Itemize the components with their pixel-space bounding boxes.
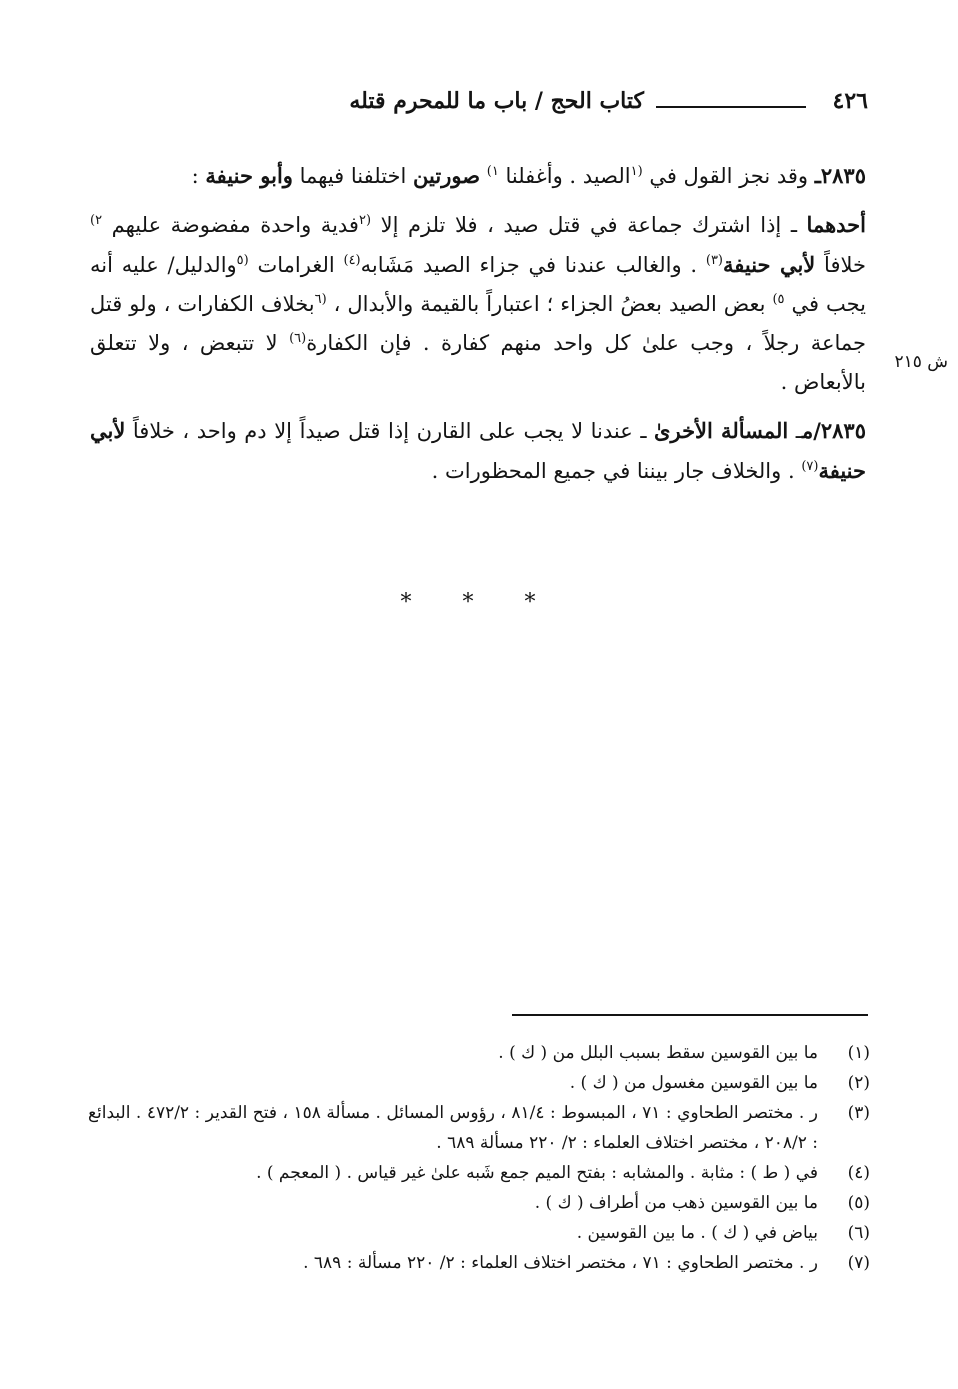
footnote-item (88, 1248, 870, 1278)
footnote-text: ر . مختصر الطحاوي : ٧١ ، مختصر اختلاف العلماء : ٢/ ٢٢٠ مسألة : ٦٨٩ . (303, 1253, 818, 1273)
running-header (92, 88, 868, 124)
lead-word: أحدهما (806, 212, 866, 237)
text-run: الغرامات (248, 253, 344, 277)
footnote-number: (٣) (847, 1103, 870, 1123)
footnote-marker: (٦) (289, 331, 307, 346)
footnote-marker: (٣) (705, 253, 723, 268)
footnote-rule (512, 1014, 868, 1016)
bold-phrase: صورتين (413, 163, 481, 188)
text-run: لا تتبعض ، ولا تتعلق بالأبعاض . (90, 331, 866, 394)
footnote-text: ر . مختصر الطحاوي : ٧١ ، المبسوط : ٨١/٤ ، رؤوس المسائل . مسألة ١٥٨ ، فتح القدير : ٤٧٢/٢ . البدائع : ٢٠٨/٢ ، مختصر اختلاف العلماء : ٢/ ٢٢٠ مسألة ٦٨٩ . (88, 1103, 818, 1153)
text-run: بعض الصيد بعضُ الجزاء ؛ اعتباراً بالقيمة والأبدال ، (326, 292, 773, 316)
text-run: . والغالب عندنا في جزاء الصيد مَشَابه (360, 253, 706, 277)
footnote-item (88, 1188, 870, 1218)
footnotes (88, 1038, 870, 1278)
bold-phrase: لأبي حنيفة (90, 418, 866, 483)
footnote-marker: (٥ (236, 253, 249, 268)
footnote-text: ما بين القوسين سقط بسبب البلل من ( ك ) . (498, 1043, 818, 1063)
footnote-number: (١) (847, 1043, 870, 1063)
paragraph-2835m (90, 411, 866, 491)
footnote-item (88, 1158, 870, 1188)
header-rule (656, 106, 806, 108)
footnote-item (88, 1098, 870, 1158)
margin-folio-note: ش ٢١٥ (894, 352, 948, 372)
footnote-marker: ١) (486, 164, 499, 179)
footnote-item (88, 1218, 870, 1248)
footnote-item (88, 1038, 870, 1068)
text-run: وقد نجز القول في (642, 164, 815, 188)
issue-number: ٢٨٣٥ـ (814, 163, 866, 188)
footnote-text: ما بين القوسين مغسول من ( ك ) . (569, 1073, 818, 1093)
footnote-marker: (٤) (343, 253, 361, 268)
footnote-text: ما بين القوسين ذهب من أطراف ( ك ) . (534, 1193, 818, 1213)
paragraph-2835 (90, 156, 866, 196)
footnote-text: بياض في ( ك ) . ما بين القوسين . (576, 1223, 818, 1243)
footnote-number: (٤) (847, 1163, 870, 1183)
text-run: ـ عندنا لا يجب على القارن إذا قتل صيداً إلا دم واحد ، خلافاً (125, 419, 655, 443)
footnote-marker: (٢ (358, 213, 372, 228)
text-run: : (191, 164, 206, 188)
text-run: بخلاف الكفارات ، ولو قتل جماعة رجلاً ، وجب علىٰ كل واحد منهم كفارة . فإن الكفارة (90, 292, 866, 355)
text-run: . والخلاف جار بيننا في جميع المحظورات . (431, 459, 802, 483)
footnote-number: (٢) (847, 1073, 870, 1093)
text-run: خلافاً (815, 253, 866, 277)
main-text (90, 156, 866, 500)
footnote-marker: (٦ (314, 292, 327, 307)
issue-number: ٢٨٣٥/م (801, 418, 866, 443)
paragraph-first-case (90, 205, 866, 402)
chapter-title: كتاب الحج / باب ما للمحرم قتله (349, 88, 644, 114)
footnote-number: (٧) (847, 1253, 870, 1273)
footnote-number: (٥) (847, 1193, 870, 1213)
footnote-marker: ٢) (90, 213, 103, 228)
footnote-number: (٦) (847, 1223, 870, 1243)
text-run: الصيد . وأغفلنا (498, 164, 631, 188)
footnote-marker: (٧) (801, 459, 819, 474)
footnote-item (88, 1068, 870, 1098)
text-run (480, 164, 487, 188)
text-run: اختلفنا فيهما (292, 164, 414, 188)
text-run: فدية واحدة مفضوضة عليهم (102, 213, 359, 237)
bold-phrase: وأبو حنيفة (205, 163, 293, 188)
footnote-marker: ٥) (772, 292, 785, 307)
text-run: ـ إذا اشترك جماعة في قتل صيد ، فلا تلزم إلا (371, 213, 807, 237)
text-run: والدليل/ عليه أنه يجب في (90, 253, 866, 316)
footnote-text: في ( ط ) : مثابة . والمشابه : بفتح الميم جمع شَبه علىٰ غير قياس . ( المعجم ) . (256, 1163, 818, 1183)
section-separator: * * * (400, 590, 558, 615)
bold-phrase: المسألة الأخرىٰ (654, 418, 789, 443)
page-number: ٤٢٦ (832, 88, 868, 114)
footnote-marker: (١ (630, 164, 643, 179)
text-run: ـ (788, 419, 802, 443)
bold-phrase: لأبي حنيفة (723, 252, 816, 277)
